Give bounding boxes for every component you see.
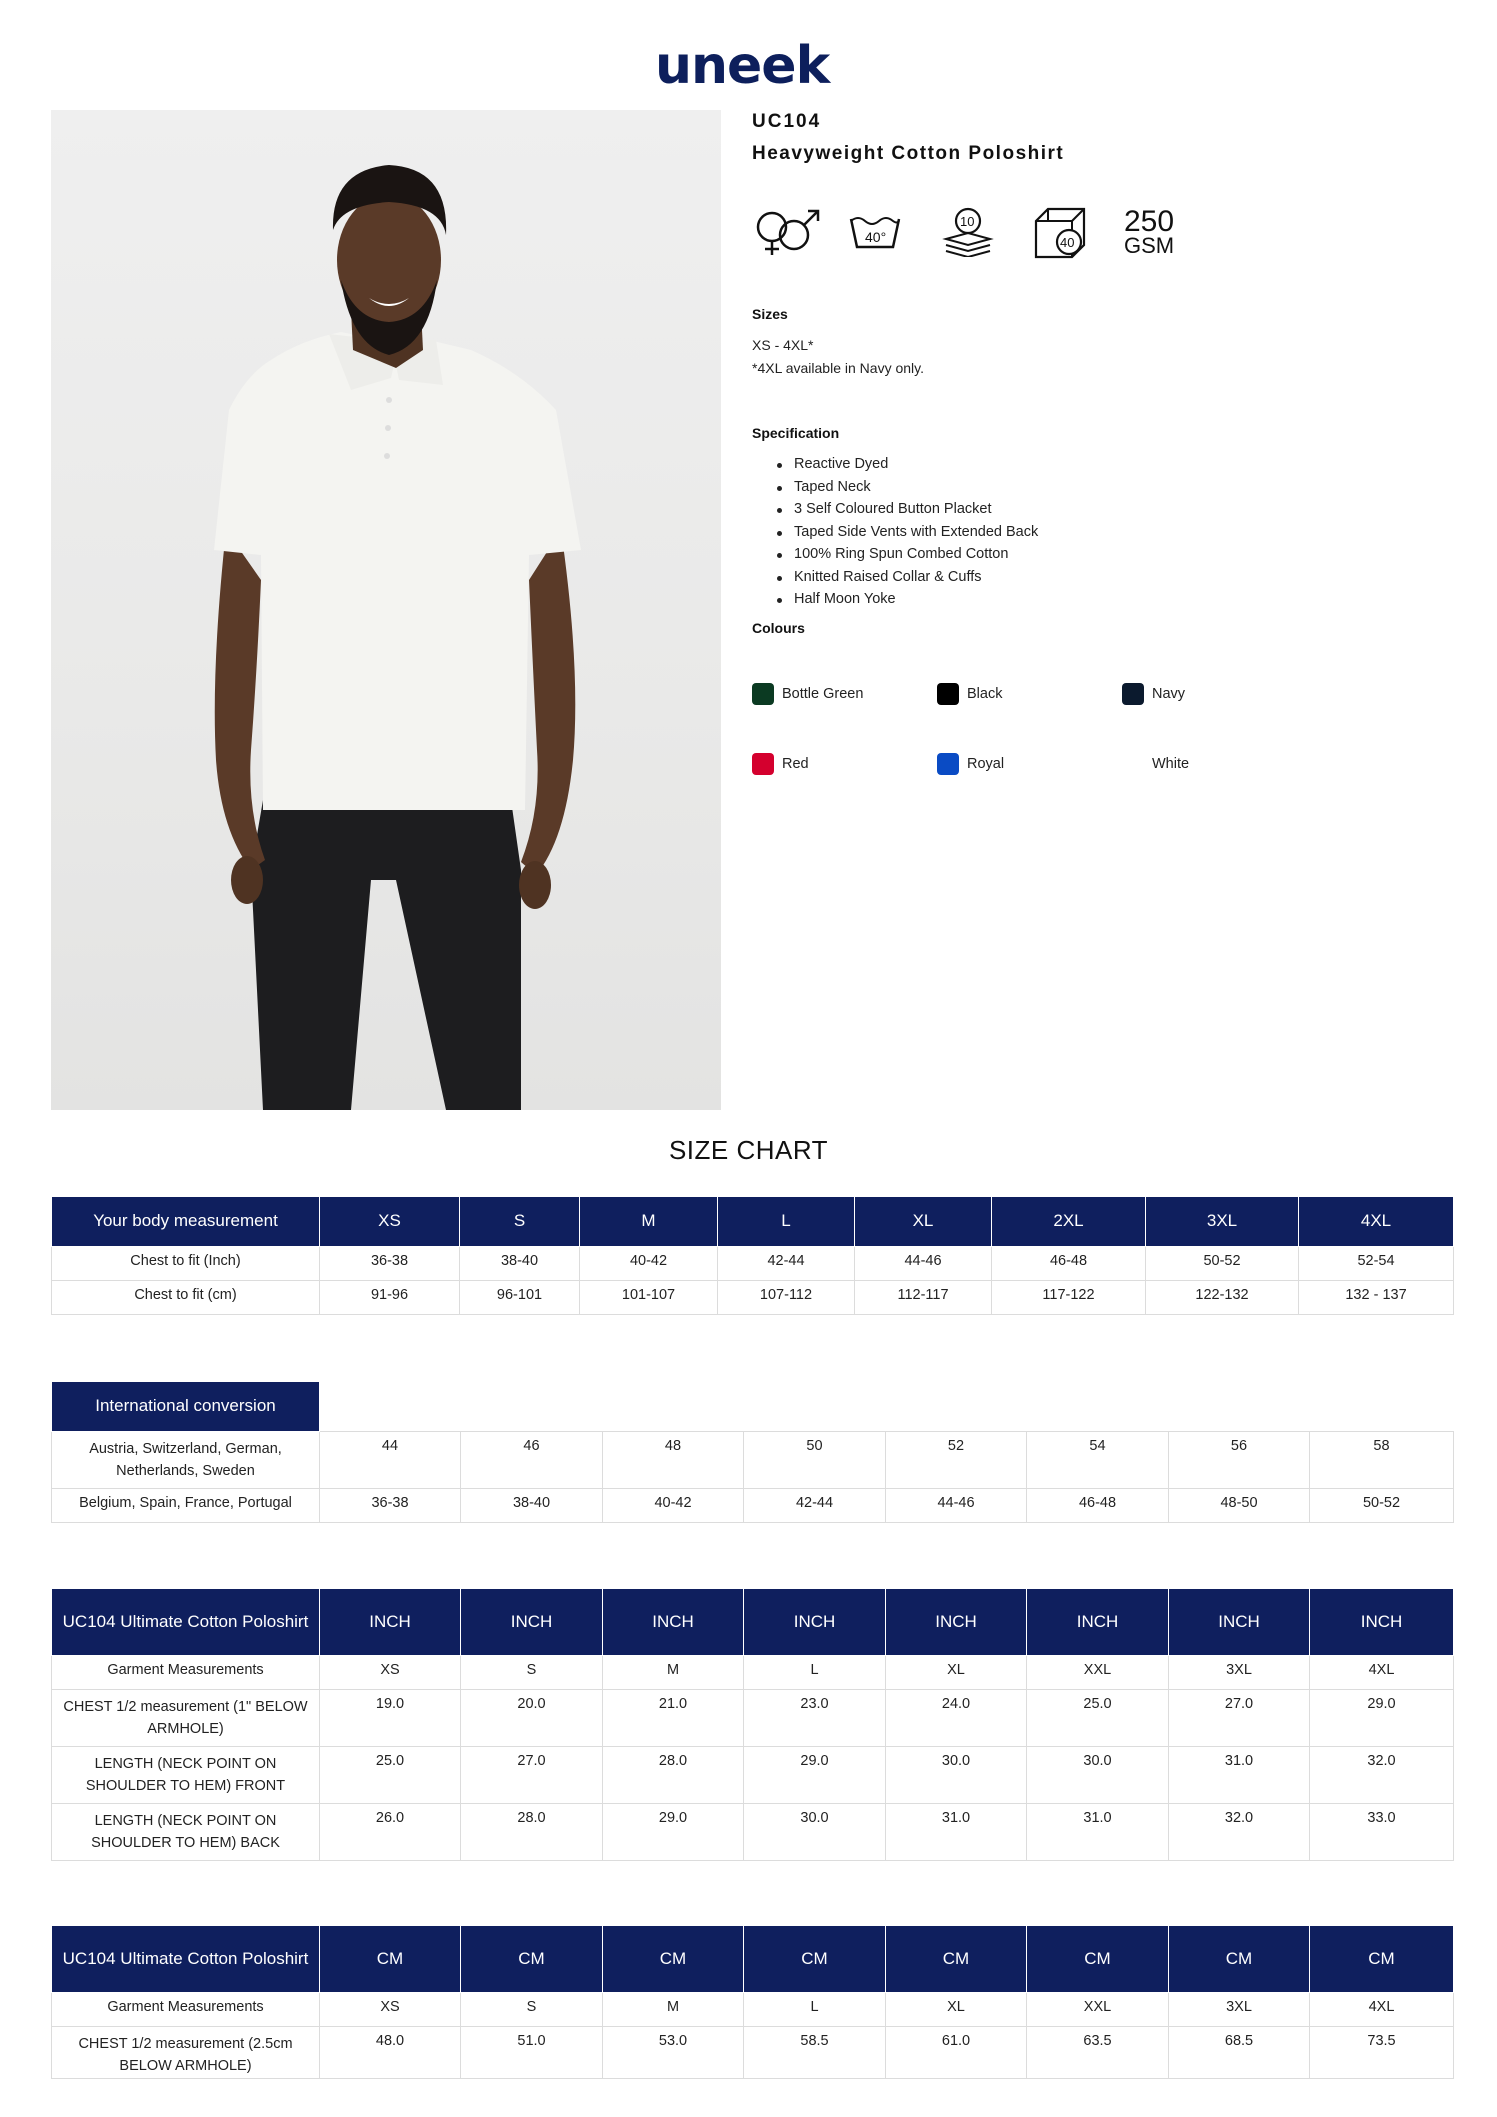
table-cell: 32.0 (1310, 1746, 1454, 1803)
table-cell: M (603, 1655, 744, 1689)
table-cell: 112-117 (855, 1280, 992, 1314)
table-cell: 48-50 (1169, 1488, 1310, 1522)
table-cell: 36-38 (320, 1488, 461, 1522)
table-cell: 56 (1169, 1431, 1310, 1488)
spec-item: Knitted Raised Collar & Cuffs (752, 566, 1038, 589)
table-cell: 44-46 (886, 1488, 1027, 1522)
header-cell: INCH (1310, 1589, 1454, 1655)
table-cell: 24.0 (886, 1689, 1027, 1746)
table-row (52, 1655, 1454, 1689)
row-label: LENGTH (NECK POINT ON SHOULDER TO HEM) BACK (52, 1803, 320, 1860)
header-cell: L (718, 1197, 855, 1246)
table-row (52, 1246, 1454, 1280)
table-cell: 29.0 (1310, 1689, 1454, 1746)
colour-swatch[interactable] (937, 683, 1002, 705)
header-cell: UC104 Ultimate Cotton Poloshirt (52, 1589, 320, 1655)
table-cell: 29.0 (744, 1746, 886, 1803)
header-cell: CM (603, 1926, 744, 1992)
colour-swatch[interactable] (1122, 753, 1189, 775)
spec-item: Reactive Dyed (752, 453, 1038, 476)
colour-swatch[interactable] (752, 683, 863, 705)
specification-heading: Specification (752, 425, 840, 441)
table-cell: 40-42 (580, 1246, 718, 1280)
table-cell: 3XL (1169, 1992, 1310, 2026)
colour-chip (1122, 683, 1144, 705)
table-cell: 96-101 (460, 1280, 580, 1314)
header-cell: International conversion (52, 1382, 320, 1431)
table-row (52, 1488, 1454, 1522)
row-label: Chest to fit (Inch) (52, 1246, 320, 1280)
unisex-icon (752, 205, 824, 262)
table-cell: XXL (1027, 1992, 1169, 2026)
brand-logo: uneek (655, 36, 830, 96)
table-cell: XS (320, 1992, 461, 2026)
table-cell: 63.5 (1027, 2026, 1169, 2078)
table-cell: XXL (1027, 1655, 1169, 1689)
header-cell: INCH (1169, 1589, 1310, 1655)
garment-cm-table (51, 1926, 1454, 2079)
table-cell: 51.0 (461, 2026, 603, 2078)
colour-label: Red (782, 756, 809, 772)
header-cell: 4XL (1299, 1197, 1454, 1246)
header-cell: XL (855, 1197, 992, 1246)
table-header-row (52, 1197, 1454, 1246)
table-row (52, 1280, 1454, 1314)
header-cell: 2XL (992, 1197, 1146, 1246)
table-cell: 27.0 (461, 1746, 603, 1803)
table-cell: 25.0 (320, 1746, 461, 1803)
colour-label: Black (967, 686, 1003, 702)
table-cell: S (461, 1992, 603, 2026)
row-label: Garment Measurements (52, 1992, 320, 2026)
header-cell: CM (461, 1926, 603, 1992)
svg-text:40: 40 (1060, 235, 1075, 250)
tumble-dry-40-icon (1032, 205, 1090, 264)
table-cell: 46-48 (992, 1246, 1146, 1280)
row-label: CHEST 1/2 measurement (2.5cm BELOW ARMHOLE) (52, 2026, 320, 2078)
table-cell: 32.0 (1169, 1803, 1310, 1860)
product-name: Heavyweight Cotton Poloshirt (752, 143, 1065, 164)
row-label: CHEST 1/2 measurement (1" BELOW ARMHOLE) (52, 1689, 320, 1746)
table-cell: M (603, 1992, 744, 2026)
table-cell: 42-44 (744, 1488, 886, 1522)
header-spacer (320, 1382, 1454, 1431)
table-cell: 58.5 (744, 2026, 886, 2078)
header-cell: CM (1169, 1926, 1310, 1992)
spec-item: Half Moon Yoke (752, 588, 1038, 611)
table-cell: 50-52 (1310, 1488, 1454, 1522)
table-cell: 117-122 (992, 1280, 1146, 1314)
table-cell: XL (886, 1655, 1027, 1689)
wash-40-icon (847, 205, 903, 262)
header-cell: INCH (886, 1589, 1027, 1655)
table-cell: 36-38 (320, 1246, 460, 1280)
table-cell: 30.0 (744, 1803, 886, 1860)
row-label: Belgium, Spain, France, Portugal (52, 1488, 320, 1522)
header-cell: M (580, 1197, 718, 1246)
colour-label: White (1152, 756, 1190, 772)
row-label: Garment Measurements (52, 1655, 320, 1689)
table-cell: 52-54 (1299, 1246, 1454, 1280)
colours-heading: Colours (752, 620, 805, 636)
table-cell: 30.0 (886, 1746, 1027, 1803)
table-header-row (52, 1926, 1454, 1992)
table-cell: 73.5 (1310, 2026, 1454, 2078)
header-cell: CM (1027, 1926, 1169, 1992)
spec-item: Taped Neck (752, 476, 1038, 499)
sizes-range: XS - 4XL* (752, 337, 814, 353)
row-label: Austria, Switzerland, German, Netherlands, Sweden (52, 1431, 320, 1488)
table-row (52, 1689, 1454, 1746)
spec-item: 100% Ring Spun Combed Cotton (752, 543, 1038, 566)
table-cell: 30.0 (1027, 1746, 1169, 1803)
colour-chip (752, 683, 774, 705)
header-cell: INCH (1027, 1589, 1169, 1655)
table-cell: 20.0 (461, 1689, 603, 1746)
table-cell: L (744, 1655, 886, 1689)
header-cell: INCH (461, 1589, 603, 1655)
body-measurement-table (51, 1197, 1454, 1315)
table-cell: 3XL (1169, 1655, 1310, 1689)
fabric-weight (1124, 205, 1175, 258)
table-cell: 26.0 (320, 1803, 461, 1860)
table-cell: 28.0 (603, 1746, 744, 1803)
table-cell: 31.0 (886, 1803, 1027, 1860)
svg-text:10: 10 (960, 214, 975, 229)
table-cell: 4XL (1310, 1655, 1454, 1689)
table-cell: 48 (603, 1431, 744, 1488)
table-cell: 122-132 (1146, 1280, 1299, 1314)
table-cell: 58 (1310, 1431, 1454, 1488)
table-cell: 50 (744, 1431, 886, 1488)
row-label: Chest to fit (cm) (52, 1280, 320, 1314)
table-cell: 91-96 (320, 1280, 460, 1314)
table-cell: 48.0 (320, 2026, 461, 2078)
table-cell: 27.0 (1169, 1689, 1310, 1746)
colour-chip (752, 753, 774, 775)
table-row (52, 1431, 1454, 1488)
table-cell: 38-40 (460, 1246, 580, 1280)
size-chart-title: SIZE CHART (668, 1135, 829, 1165)
row-label: LENGTH (NECK POINT ON SHOULDER TO HEM) FRONT (52, 1746, 320, 1803)
header-cell: Your body measurement (52, 1197, 320, 1246)
sizes-note: *4XL available in Navy only. (752, 360, 924, 376)
table-cell: 46-48 (1027, 1488, 1169, 1522)
product-code: UC104 (752, 111, 822, 132)
spec-item: 3 Self Coloured Button Placket (752, 498, 1038, 521)
garment-inch-table (51, 1589, 1454, 1861)
header-cell: CM (886, 1926, 1027, 1992)
table-cell: 29.0 (603, 1803, 744, 1860)
table-cell: 25.0 (1027, 1689, 1169, 1746)
colour-label: Bottle Green (782, 686, 864, 702)
colour-swatch[interactable] (937, 753, 1004, 775)
sizes-heading: Sizes (752, 306, 788, 322)
table-cell: 50-52 (1146, 1246, 1299, 1280)
table-cell: 21.0 (603, 1689, 744, 1746)
table-cell: 61.0 (886, 2026, 1027, 2078)
table-header-row (52, 1589, 1454, 1655)
table-cell: 101-107 (580, 1280, 718, 1314)
specification-list (752, 453, 1038, 611)
table-cell: L (744, 1992, 886, 2026)
colour-chip (1122, 753, 1144, 775)
table-cell: 4XL (1310, 1992, 1454, 2026)
table-cell: 52 (886, 1431, 1027, 1488)
table-cell: 54 (1027, 1431, 1169, 1488)
care-icons (752, 205, 1175, 265)
header-cell: S (460, 1197, 580, 1246)
table-row (52, 1746, 1454, 1803)
table-cell: 23.0 (744, 1689, 886, 1746)
table-cell: 132 - 137 (1299, 1280, 1454, 1314)
table-cell: 44-46 (855, 1246, 992, 1280)
table-cell: 33.0 (1310, 1803, 1454, 1860)
colour-swatch[interactable] (752, 753, 809, 775)
table-cell: 53.0 (603, 2026, 744, 2078)
svg-text:40°: 40° (865, 229, 887, 245)
table-cell: XL (886, 1992, 1027, 2026)
table-cell: XS (320, 1655, 461, 1689)
table-cell: 28.0 (461, 1803, 603, 1860)
header-cell: INCH (603, 1589, 744, 1655)
header-cell: XS (320, 1197, 460, 1246)
spec-item: Taped Side Vents with Extended Back (752, 521, 1038, 544)
table-cell: 31.0 (1027, 1803, 1169, 1860)
wash-cycles-icon (942, 205, 994, 262)
table-row (52, 2026, 1454, 2078)
header-cell: UC104 Ultimate Cotton Poloshirt (52, 1926, 320, 1992)
colour-chip (937, 683, 959, 705)
header-cell: INCH (744, 1589, 886, 1655)
table-row (52, 1803, 1454, 1860)
header-cell: CM (1310, 1926, 1454, 1992)
table-cell: 38-40 (461, 1488, 603, 1522)
header-cell: INCH (320, 1589, 461, 1655)
colour-swatch[interactable] (1122, 683, 1185, 705)
table-row (52, 1992, 1454, 2026)
colour-chip (937, 753, 959, 775)
table-cell: S (461, 1655, 603, 1689)
header-cell: CM (744, 1926, 886, 1992)
table-cell: 107-112 (718, 1280, 855, 1314)
table-cell: 42-44 (718, 1246, 855, 1280)
table-cell: 19.0 (320, 1689, 461, 1746)
header-cell: 3XL (1146, 1197, 1299, 1246)
colour-label: Navy (1152, 686, 1186, 702)
fabric-weight-value: 250 (1124, 205, 1175, 238)
table-cell: 31.0 (1169, 1746, 1310, 1803)
table-cell: 68.5 (1169, 2026, 1310, 2078)
fabric-weight-unit: GSM (1124, 233, 1175, 258)
header-cell: CM (320, 1926, 461, 1992)
table-header-row (52, 1382, 1454, 1431)
table-cell: 46 (461, 1431, 603, 1488)
table-cell: 40-42 (603, 1488, 744, 1522)
international-conversion-table (51, 1382, 1454, 1523)
table-cell: 44 (320, 1431, 461, 1488)
product-photo (51, 110, 721, 1110)
colour-label: Royal (967, 756, 1005, 772)
